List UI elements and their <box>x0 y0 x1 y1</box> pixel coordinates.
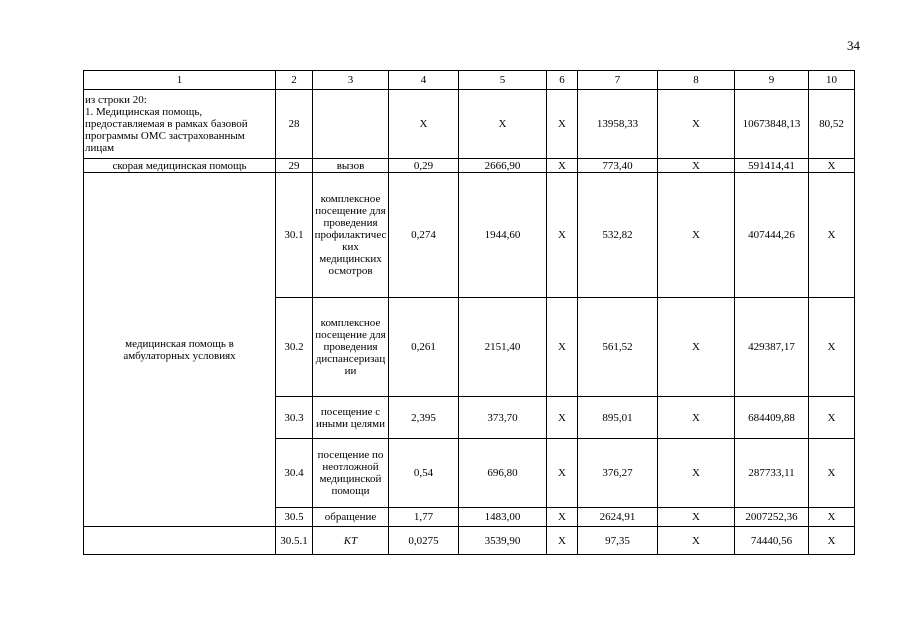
value-cell: 696,80 <box>459 439 547 508</box>
value-cell: 0,29 <box>389 159 459 173</box>
value-cell: 2666,90 <box>459 159 547 173</box>
value-cell: X <box>658 508 735 527</box>
value-cell: 2624,91 <box>578 508 658 527</box>
unit-cell <box>313 90 389 159</box>
value-cell: 376,27 <box>578 439 658 508</box>
value-cell: X <box>547 159 578 173</box>
value-cell: X <box>389 90 459 159</box>
row-number-cell: 30.1 <box>276 173 313 298</box>
value-cell: X <box>809 298 855 397</box>
row-number-cell: 30.5 <box>276 508 313 527</box>
value-cell: X <box>658 298 735 397</box>
value-cell: 684409,88 <box>735 397 809 439</box>
header-cell: 3 <box>313 71 389 90</box>
header-row <box>84 71 855 90</box>
header-cell: 7 <box>578 71 658 90</box>
value-cell: X <box>658 397 735 439</box>
value-cell: 532,82 <box>578 173 658 298</box>
value-cell: X <box>658 90 735 159</box>
value-cell: X <box>658 527 735 555</box>
value-cell: 0,274 <box>389 173 459 298</box>
value-cell: 10673848,13 <box>735 90 809 159</box>
value-cell: 2151,40 <box>459 298 547 397</box>
table-row <box>84 173 855 298</box>
data-table <box>83 70 855 555</box>
row-number-cell: 30.3 <box>276 397 313 439</box>
value-cell: X <box>547 439 578 508</box>
value-cell: 2,395 <box>389 397 459 439</box>
value-cell: X <box>547 397 578 439</box>
value-cell: 97,35 <box>578 527 658 555</box>
table-row <box>84 90 855 159</box>
value-cell: 373,70 <box>459 397 547 439</box>
row-number-cell: 30.2 <box>276 298 313 397</box>
unit-cell: посещение с иными целями <box>313 397 389 439</box>
value-cell: X <box>809 173 855 298</box>
header-cell: 1 <box>84 71 276 90</box>
value-cell: 407444,26 <box>735 173 809 298</box>
value-cell: X <box>658 173 735 298</box>
value-cell: X <box>809 159 855 173</box>
value-cell: 1483,00 <box>459 508 547 527</box>
value-cell: 1944,60 <box>459 173 547 298</box>
value-cell: X <box>658 159 735 173</box>
value-cell: 429387,17 <box>735 298 809 397</box>
empty-cell <box>84 527 276 555</box>
row-name-cell: скорая медицинская помощь <box>84 159 276 173</box>
value-cell: X <box>809 527 855 555</box>
value-cell: X <box>547 90 578 159</box>
value-cell: X <box>547 527 578 555</box>
value-cell: X <box>809 439 855 508</box>
row-number-cell: 30.4 <box>276 439 313 508</box>
row-name-cell: из строки 20: 1. Медицинская помощь, предоставляемая в рамках базовой программы ОМС застрахованным лицам <box>84 90 276 159</box>
page-number: 34 <box>847 38 860 53</box>
header-cell: 5 <box>459 71 547 90</box>
value-cell: 13958,33 <box>578 90 658 159</box>
value-cell: 0,54 <box>389 439 459 508</box>
row-number-cell: 29 <box>276 159 313 173</box>
value-cell: 591414,41 <box>735 159 809 173</box>
unit-cell: обращение <box>313 508 389 527</box>
value-cell: 1,77 <box>389 508 459 527</box>
row-number-cell: 30.5.1 <box>276 527 313 555</box>
group-name-cell: медицинская помощь в амбулаторных условиях <box>84 173 276 527</box>
unit-cell: комплексное посещение для проведения профилактических медицинских осмотров <box>313 173 389 298</box>
value-cell: X <box>809 508 855 527</box>
value-cell: X <box>547 508 578 527</box>
header-cell: 6 <box>547 71 578 90</box>
value-cell: 561,52 <box>578 298 658 397</box>
unit-cell: комплексное посещение для проведения диспансеризации <box>313 298 389 397</box>
unit-cell: посещение по неотложной медицинской помощи <box>313 439 389 508</box>
value-cell: X <box>459 90 547 159</box>
value-cell: X <box>658 439 735 508</box>
value-cell: 0,261 <box>389 298 459 397</box>
row-number-cell: 28 <box>276 90 313 159</box>
value-cell: 3539,90 <box>459 527 547 555</box>
unit-cell: КТ <box>313 527 389 555</box>
table-row <box>84 527 855 555</box>
header-cell: 8 <box>658 71 735 90</box>
value-cell: 287733,11 <box>735 439 809 508</box>
table-row <box>84 159 855 173</box>
value-cell: 0,0275 <box>389 527 459 555</box>
value-cell: X <box>809 397 855 439</box>
header-cell: 2 <box>276 71 313 90</box>
value-cell: 80,52 <box>809 90 855 159</box>
value-cell: X <box>547 298 578 397</box>
header-cell: 9 <box>735 71 809 90</box>
value-cell: 773,40 <box>578 159 658 173</box>
unit-cell: вызов <box>313 159 389 173</box>
value-cell: X <box>547 173 578 298</box>
value-cell: 2007252,36 <box>735 508 809 527</box>
header-cell: 4 <box>389 71 459 90</box>
header-cell: 10 <box>809 71 855 90</box>
value-cell: 895,01 <box>578 397 658 439</box>
value-cell: 74440,56 <box>735 527 809 555</box>
